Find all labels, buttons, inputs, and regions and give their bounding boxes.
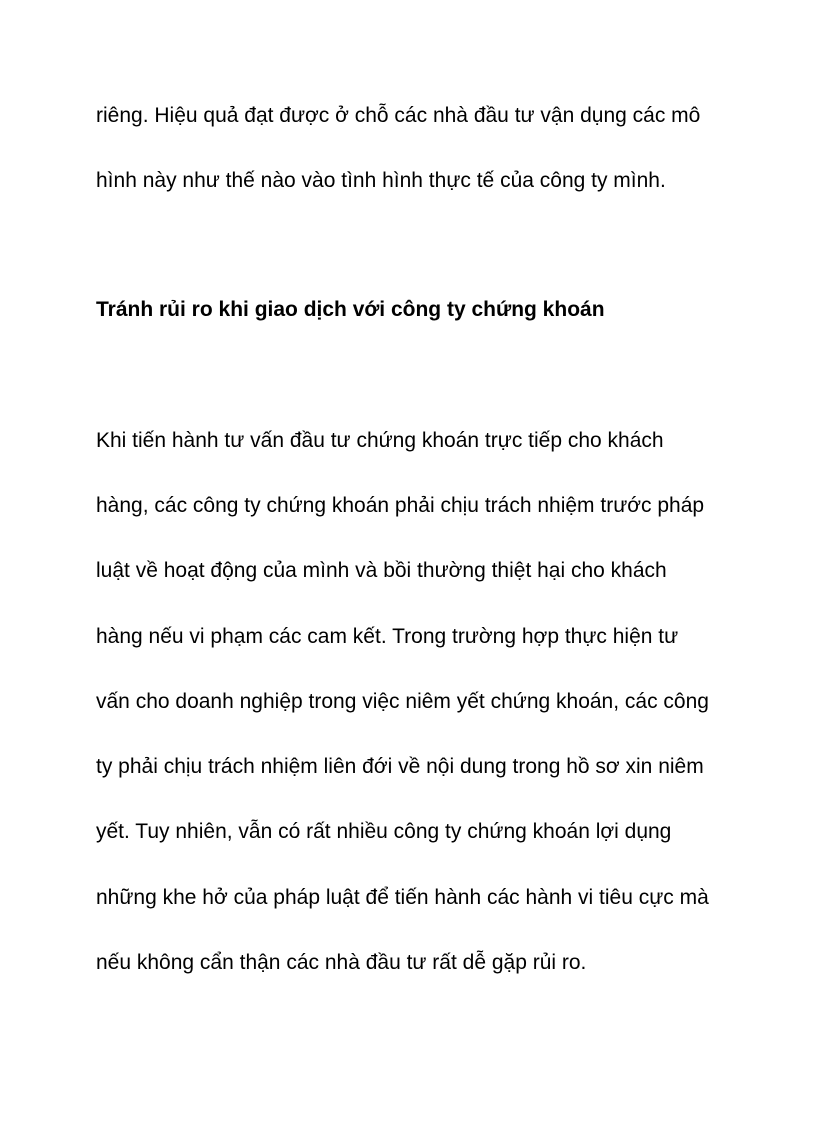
body-line: yết. Tuy nhiên, vẫn có rất nhiều công ty chứng khoán lợi dụng (96, 820, 672, 843)
body-line: Khi tiến hành tư vấn đầu tư chứng khoán trực tiếp cho khách (96, 429, 664, 452)
body-line: hàng nếu vi phạm các cam kết. Trong trường hợp thực hiện tư (96, 625, 679, 648)
section-heading: Tránh rủi ro khi giao dịch với công ty chứng khoán (96, 298, 605, 321)
body-line: vấn cho doanh nghiệp trong việc niêm yết chứng khoán, các công (96, 690, 709, 713)
body-line: những khe hở của pháp luật để tiến hành các hành vi tiêu cực mà (96, 886, 709, 909)
body-line: luật về hoạt động của mình và bồi thường thiệt hại cho khách (96, 559, 667, 582)
intro-line: riêng. Hiệu quả đạt được ở chỗ các nhà đầu tư vận dụng các mô (96, 104, 701, 127)
intro-line: hình này như thế nào vào tình hình thực tế của công ty mình. (96, 169, 666, 192)
body-line: nếu không cẩn thận các nhà đầu tư rất dễ gặp rủi ro. (96, 951, 587, 974)
body-line: ty phải chịu trách nhiệm liên đới về nội dung trong hồ sơ xin niêm (96, 755, 704, 778)
body-line: hàng, các công ty chứng khoán phải chịu trách nhiệm trước pháp (96, 494, 705, 517)
